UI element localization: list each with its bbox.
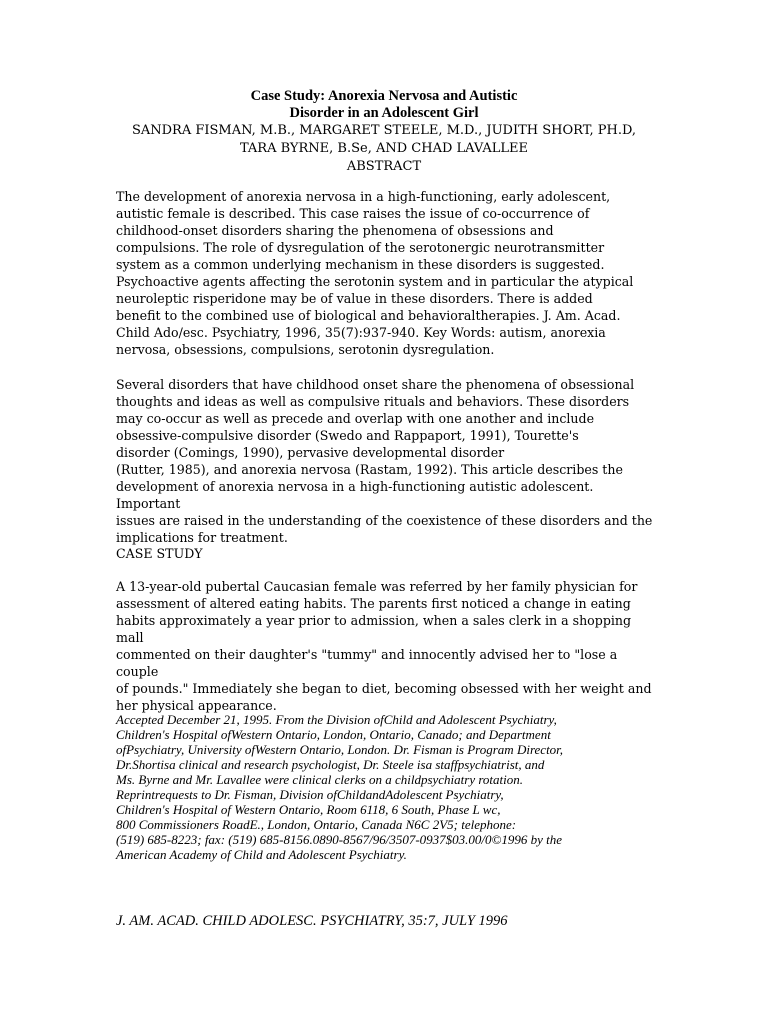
journal-citation-footer: J. AM. ACAD. CHILD ADOLESC. PSYCHIATRY, 35:7, JULY 1996 xyxy=(116,913,508,929)
acceptance-footnote: Accepted December 21, 1995. From the Division ofChild and Adolescent Psychiatry, Children's Hospital ofWestern Ontario, London, Ontario, Canado; and Department ofPsychiatry, University ofWestern Ontario, London. Dr. Fisman is Program Director, Dr.Shortisa clinical and research psychologist, Dr. Steele isa staffpsychiatrist, and Ms. Byrne and Mr. Lavallee were clinical clerks on a childpsychiatry rotation. Reprintrequests to Dr. Fisman, Division ofChildandAdolescent Psychiatry, Children's Hospital of Western Ontario, Room 6118, 6 South, Phase L wc, 800 Commissioners RoadE., London, Ontario, Canada N6C 2V5; telephone: (519) 685-8223; fax: (519) 685-8156.0890-8567/96/3507-0937$03.00/0©1996 by the American Academy of Child and Adolescent Psychiatry. xyxy=(116,712,564,862)
case-study-paragraph: A 13-year-old pubertal Caucasian female was referred by her family physician for assessment of altered eating habits. The parents first noticed a change in eating habits approximately a year prior to admission, when a sales clerk in a shopping mall commented on their daughter's "tummy" and innocently advised her to "lose a couple of pounds." Immediately she began to diet, becoming obsessed with her weight and her physical appearance. xyxy=(116,579,652,713)
header-block xyxy=(0,88,768,176)
authors-line-2: TARA BYRNE, B.Se, AND CHAD LAVALLEE xyxy=(239,141,529,156)
case-study-heading: CASE STUDY xyxy=(116,546,203,561)
paper-title-line-1: Case Study: Anorexia Nervosa and Autistic xyxy=(250,88,518,104)
intro-paragraph: Several disorders that have childhood onset share the phenomena of obsessional thoughts and ideas as well as compulsive rituals and behaviors. These disorders may co-occur as well as precede and overlap with one another and include obsessive-compulsive disorder (Swedo and Rappaport, 1991), Tourette's disorder (Comings, 1990), pervasive developmental disorder (Rutter, 1985), and anorexia nervosa (Rastam, 1992). This article describes the development of anorexia nervosa in a high-functioning autistic adolescent. Important issues are raised in the understanding of the coexistence of these disorders and the implications for treatment. xyxy=(116,377,653,545)
paper-title-line-2: Disorder in an Adolescent Girl xyxy=(289,105,479,121)
abstract-heading: ABSTRACT xyxy=(346,159,422,174)
authors-line-1: SANDRA FISMAN, M.B., MARGARET STEELE, M.D., JUDITH SHORT, PH.D, xyxy=(131,123,637,138)
abstract-paragraph: The development of anorexia nervosa in a high-functioning, early adolescent, autistic female is described. This case raises the issue of co-occurrence of childhood-onset disorders sharing the phenomena of obsessions and compulsions. The role of dysregulation of the serotonergic neurotransmitter system as a common underlying mechanism in these disorders is suggested. Psychoactive agents affecting the serotonin system and in particular the atypical neuroleptic risperidone may be of value in these disorders. There is added benefit to the combined use of biological and behavioraltherapies. J. Am. Acad. Child Ado/esc. Psychiatry, 1996, 35(7):937-940. Key Words: autism, anorexia nervosa, obsessions, compulsions, serotonin dysregulation. xyxy=(116,189,634,357)
